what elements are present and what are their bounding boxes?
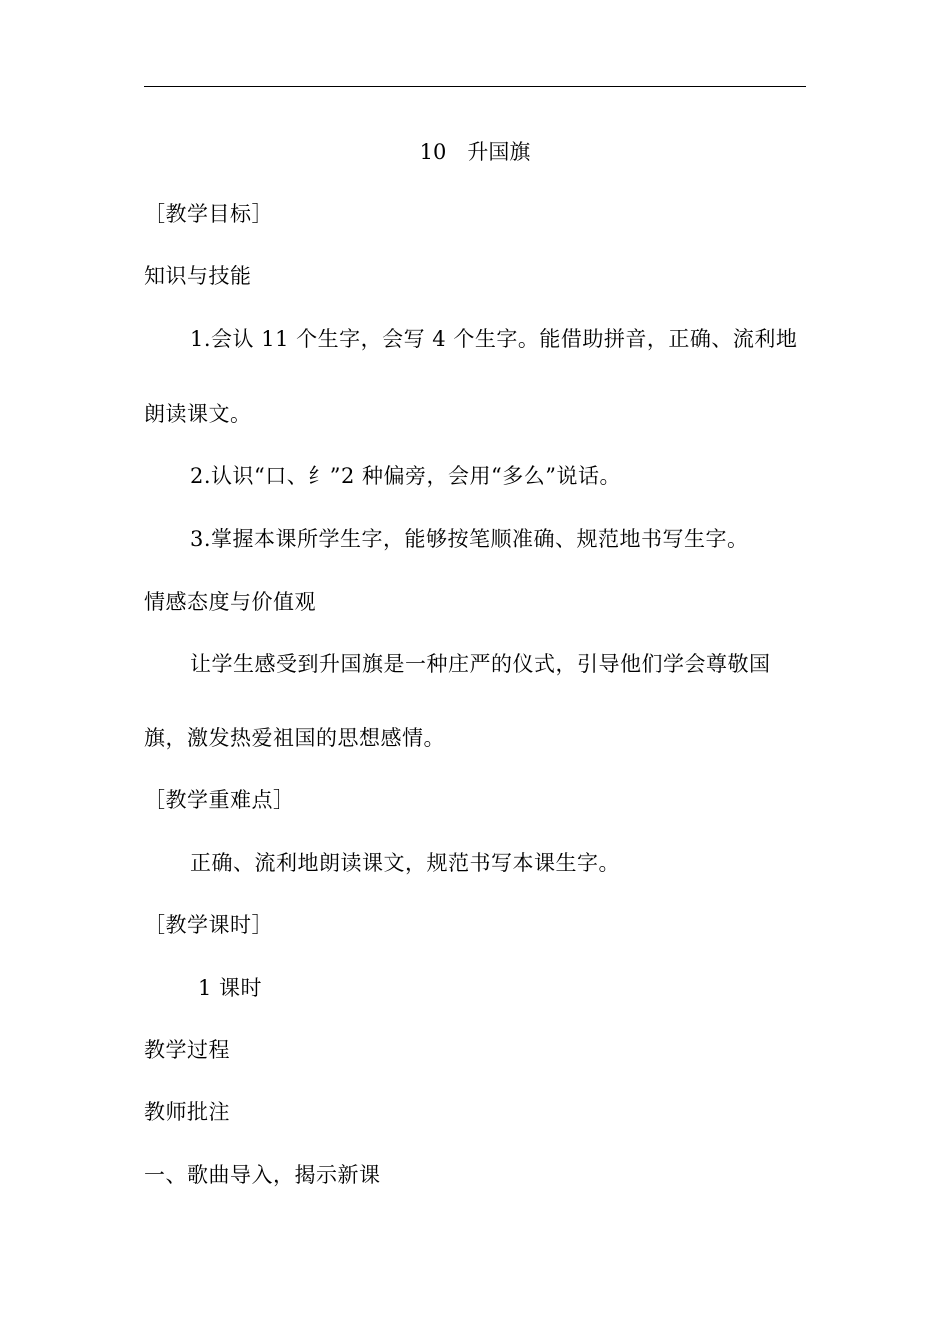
header-rule (144, 86, 806, 87)
goal-1-line-1: 1.会认 11 个生字，会写 4 个生字。能借助拼音，正确、流利地 (190, 327, 798, 351)
knowledge-heading: 知识与技能 (144, 264, 252, 288)
goal-3: 3.掌握本课所学生字，能够按笔顺准确、规范地书写生字。 (190, 527, 749, 551)
teacher-notes-heading: 教师批注 (144, 1100, 230, 1124)
emotion-line-2: 旗，激发热爱祖国的思想感情。 (144, 726, 445, 750)
hours-text: 1 课时 (198, 976, 263, 1000)
goal-1-line-2: 朗读课文。 (144, 402, 252, 426)
emotion-line-1: 让学生感受到升国旗是一种庄严的仪式，引导他们学会尊敬国 (190, 652, 771, 676)
goals-heading: ［教学目标］ (144, 202, 273, 226)
process-heading: 教学过程 (144, 1038, 230, 1062)
key-points-text: 正确、流利地朗读课文，规范书写本课生字。 (190, 851, 620, 875)
goal-2: 2.认识“口、纟”2 种偏旁，会用“多么”说话。 (190, 464, 622, 488)
section-1-heading: 一、歌曲导入，揭示新课 (144, 1163, 381, 1187)
emotion-heading: 情感态度与价值观 (144, 590, 316, 614)
hours-heading: ［教学课时］ (144, 913, 273, 937)
page-title: 10 升国旗 (419, 140, 531, 164)
key-points-heading: ［教学重难点］ (144, 788, 295, 812)
